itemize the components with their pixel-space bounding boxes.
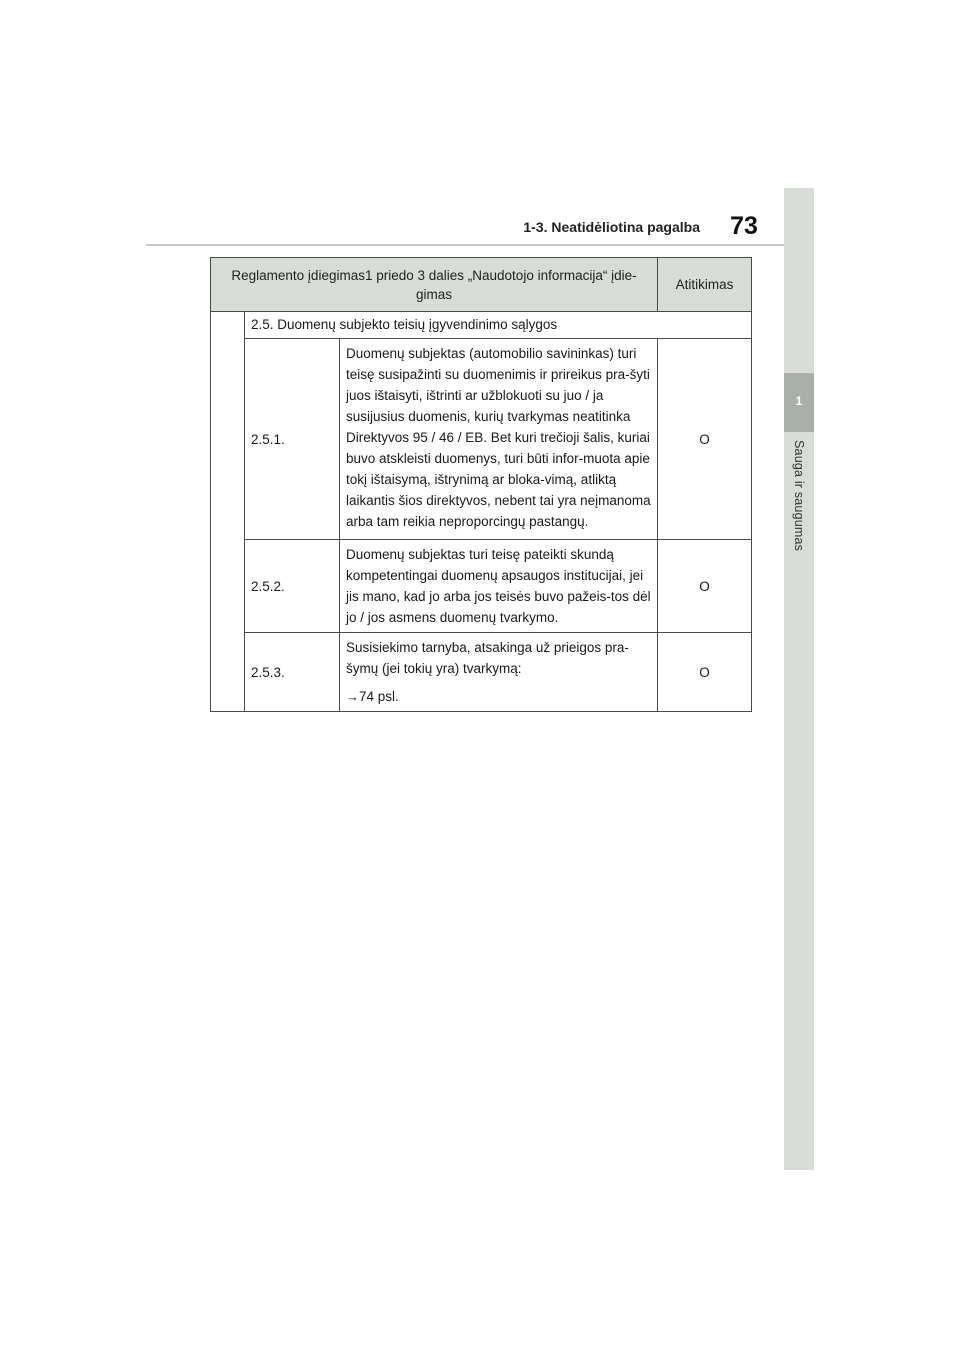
row-description <box>340 339 658 540</box>
table-row <box>211 633 752 712</box>
chapter-title: Sauga ir saugumas <box>792 440 806 552</box>
chapter-number: 1 <box>795 394 803 408</box>
arrow-right-icon: → <box>346 689 359 704</box>
table-row <box>211 540 752 633</box>
row-code: 2.5.1. <box>245 339 340 540</box>
page-number: 73 <box>730 212 758 240</box>
requirement-header: Reglamento įdiegimas1 priedo 3 dalies „Naudotojo informacija“ įdie-gimas <box>211 258 658 312</box>
row-text: Duomenų subjektas (automobilio savininkas) turi teisę susipažinti su duomenimis ir prireikus pra-šyti juos ištaisyti, ištrinti ar užblokuoti su juo / ja susijusius duomenis, kurių tvarkymas neatitinka Direktyvos 95 / 46 / EB. Bet kuri trečioji šalis, kuriai buvo atskleisti duomenys, turi būti infor-muota apie tokį ištaisymą, ištrynimą ar bloka-vimą, atliktą laikantis šios direktyvos, nebent tai yra neįmanoma arba tam reikia neproporcingų pastangų. <box>346 346 651 529</box>
table-header-row <box>211 258 752 312</box>
row-status: O <box>658 339 752 540</box>
row-status: O <box>658 633 752 712</box>
table-row <box>211 312 752 339</box>
row-code: 2.5.2. <box>245 540 340 633</box>
row-description <box>340 633 658 712</box>
table-row <box>211 339 752 540</box>
compliance-header: Atitikimas <box>658 258 752 312</box>
row-status: O <box>658 540 752 633</box>
row-text: Susisiekimo tarnyba, atsakinga už prieigos pra-šymų (jei tokių yra) tvarkymą: <box>346 640 629 676</box>
indent-cell <box>211 312 245 712</box>
header-divider <box>146 244 784 246</box>
section-title: 1-3. Neatidėliotina pagalba <box>523 219 700 235</box>
row-description <box>340 540 658 633</box>
row-text: Duomenų subjektas turi teisę pateikti skundą kompetentingai duomenų apsaugos institucijai, jei jis mano, kad jo arba jos teisės buvo pažeis-tos dėl jo / jos asmens duomenų tvarkymo. <box>346 547 651 625</box>
compliance-table <box>210 257 752 712</box>
page-reference-text: 74 psl. <box>359 689 399 704</box>
page-reference[interactable] <box>346 686 651 707</box>
subsection-title: 2.5. Duomenų subjekto teisių įgyvendinimo sąlygos <box>245 312 752 339</box>
row-code: 2.5.3. <box>245 633 340 712</box>
chapter-side-tab <box>784 188 814 1170</box>
